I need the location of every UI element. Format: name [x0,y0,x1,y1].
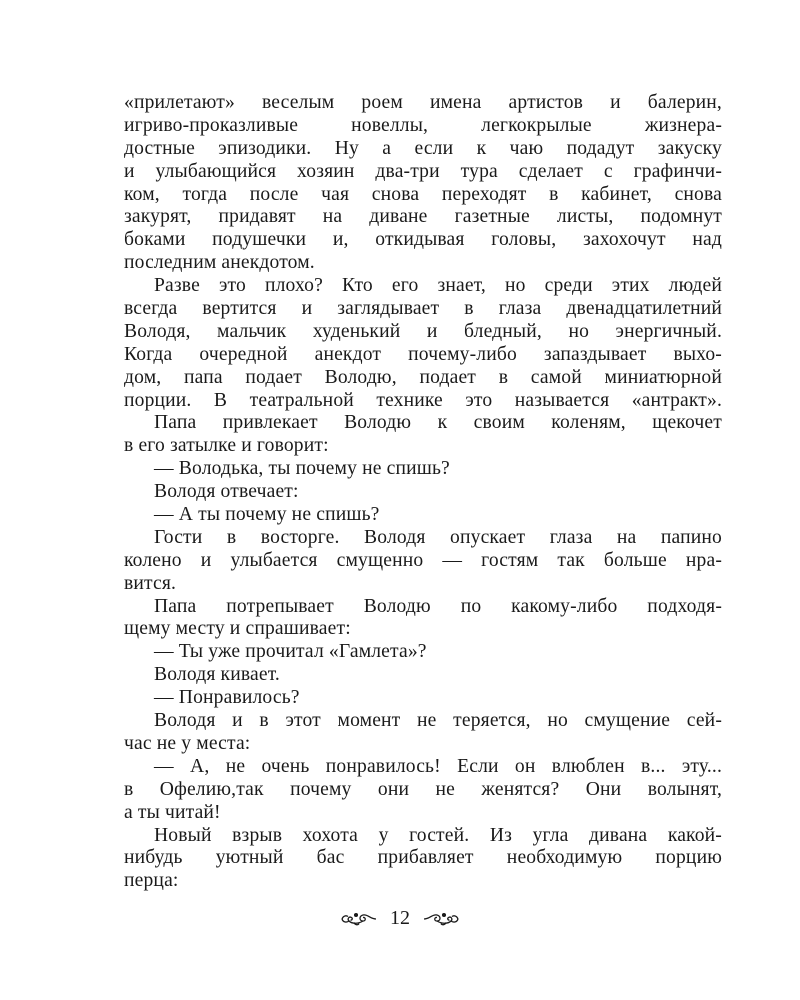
text-line: достные эпизодики. Ну а если к чаю подадут закуску [124,137,722,159]
text-line: Папа потрепывает Володю по какому-либо подходя- [154,595,722,617]
text-line: ком, тогда после чая снова переходят в кабинет, снова [124,183,722,205]
text-line: Гости в восторге. Володя опускает глаза на папино [154,526,722,548]
floral-ornament-right-icon [422,911,460,927]
text-line: Володя, мальчик худенький и бледный, но энергичный. [124,320,722,342]
text-line: перца: [124,870,179,892]
text-line: в Офелию,так почему они не женятся? Они волынят, [124,778,722,800]
text-line: Володя и в этот момент не теряется, но смущение сей- [154,710,722,732]
text-line: Папа привлекает Володю к своим коленям, щекочет [154,412,722,434]
text-line: час не у места: [124,732,251,754]
text-line: последним анекдотом. [124,252,315,274]
text-line: Володя отвечает: [154,481,299,503]
text-line: Володя кивает. [154,664,280,686]
text-line: всегда вертится и заглядывает в глаза двенадцатилетний [124,298,722,320]
text-line: закурят, придавят на диване газетные листы, подомнут [124,206,722,228]
text-line: дом, папа подает Володю, подает в самой миниатюрной [124,366,722,388]
text-line: Когда очередной анекдот почему-либо запаздывает выхо- [124,343,722,365]
text-line: — А ты почему не спишь? [154,504,380,526]
text-line: щему месту и спрашивает: [124,618,351,640]
text-line: порции. В театральной технике это называется «антракт». [124,389,722,411]
page-body-text [124,92,722,893]
text-line: — Понравилось? [154,687,300,709]
text-line: боками подушечки и, откидывая головы, захохочут над [124,229,722,251]
text-line: игриво-проказливые новеллы, легкокрылые жизнера- [124,114,722,136]
floral-ornament-left-icon [340,911,378,927]
text-line: а ты читай! [124,801,221,823]
text-line: и улыбающийся хозяин два-три тура сделает с графинчи- [124,160,722,182]
text-line: колено и улыбается смущенно — гостям так больше нра- [124,549,722,571]
text-line: в его затылке и говорит: [124,435,329,457]
text-line: нибудь уютный бас прибавляет необходимую порцию [124,847,722,869]
page-number: 12 [390,907,410,929]
page-footer [0,907,800,930]
text-line: «прилетают» веселым роем имена артистов и балерин, [124,92,722,113]
text-line: — Ты уже прочитал «Гамлета»? [154,641,427,663]
text-line: Разве это плохо? Кто его знает, но среди этих людей [154,275,722,297]
text-line: — Володька, ты почему не спишь? [154,458,450,480]
text-line: Новый взрыв хохота у гостей. Из угла дивана какой- [154,824,722,846]
text-line: — А, не очень понравилось! Если он влюблен в... эту... [154,755,722,777]
text-line: вится. [124,572,177,594]
